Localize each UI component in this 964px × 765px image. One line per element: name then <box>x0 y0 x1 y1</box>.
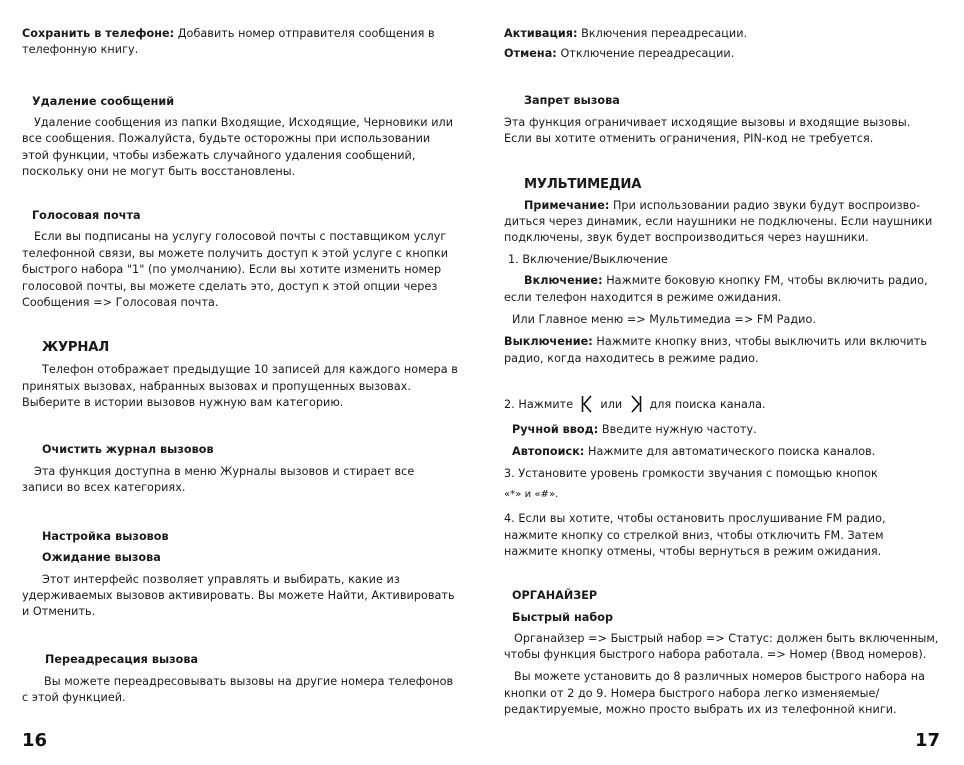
step-2-paragraph <box>504 395 940 418</box>
right-page <box>482 0 964 765</box>
note-text: При использовании радио звуки будут воспроизво-диться через динамик, если наушники не подключены. Если наушники подключены, звук будет воспроизводиться через наушники. <box>504 198 933 245</box>
radio-off-label: Выключение: <box>504 335 593 349</box>
seek-forward-icon <box>630 395 642 418</box>
seek-back-icon <box>581 395 593 418</box>
step-2-text-b: для поиска канала. <box>649 398 766 412</box>
auto-search-text: Нажмите для автоматического поиска каналов. <box>584 445 876 459</box>
cancel-text: Отключение переадресации. <box>556 47 735 61</box>
organizer-heading: ОРГАНАЙЗЕР <box>512 588 598 602</box>
call-waiting-subheading: Ожидание вызова <box>42 550 161 564</box>
save-to-phone-label: Сохранить в телефоне: <box>22 27 175 40</box>
activation-label: Активация: <box>504 27 578 40</box>
call-forwarding-heading: Переадресация вызова <box>45 652 199 666</box>
clear-log-text: Эта функция доступна в меню Журналы вызовов и стирает все записи во всех категориях. <box>22 464 415 495</box>
auto-search-label: Автопоиск: <box>512 445 585 459</box>
delete-messages-text: Удаление сообщения из папки Входящие, Исходящие, Черновики или все сообщения. Пожалуйста, будьте осторожны при использовании этой функции, чтобы избежать случайного удаления сообщений, поскольку они не могут быть восстановлены. <box>22 115 454 179</box>
cancel-label: Отмена: <box>504 47 557 61</box>
call-settings-heading: Настройка вызовов <box>42 529 169 543</box>
voicemail-text: Если вы подписаны на услугу голосовой почты с поставщиком услуг телефонной связи, вы можете получить доступ к этой услуге с кнопки быстрого набора "1" (по умолчанию). Если вы хотите изменить номер голосовой почты, вы можете сделать это, доступ к этой опции через Сообщения => Голосовая почта. <box>22 230 449 310</box>
manual-input-paragraph <box>504 422 940 438</box>
save-to-phone-paragraph <box>22 26 458 59</box>
clear-log-heading: Очистить журнал вызовов <box>42 442 214 456</box>
step-2-or: или <box>600 398 623 412</box>
manual-input-text: Введите нужную частоту. <box>598 422 757 436</box>
step-2-text-a: 2. Нажмите <box>504 398 574 412</box>
call-barring-heading: Запрет вызова <box>524 93 620 107</box>
radio-off-paragraph <box>504 334 940 367</box>
radio-on-paragraph <box>504 273 940 306</box>
speed-dial-text-1: Органайзер => Быстрый набор => Статус: должен быть включенным, чтобы функция быстрого набора работала. => Номер (Ввод номеров). <box>504 631 939 661</box>
journal-heading: ЖУРНАЛ <box>42 340 109 356</box>
step-3-text: 3. Установите уровень громкости звучания с помощью кнопок <box>504 466 878 480</box>
voicemail-heading: Голосовая почта <box>32 209 141 223</box>
manual-input-label: Ручной ввод: <box>512 422 599 436</box>
auto-search-paragraph <box>504 444 940 460</box>
multimedia-note <box>504 198 940 247</box>
step-1-text: 1. Включение/Выключение <box>508 252 668 266</box>
call-waiting-text: Этот интерфейс позволяет управлять и выбирать, какие из удерживаемых вызовов активировать. Вы можете Найти, Активировать и Отменить. <box>22 572 455 619</box>
cancel-paragraph <box>504 46 940 62</box>
radio-on-text: Нажмите боковую кнопку FM, чтобы включить радио, если телефон находится в режиме ожидания. <box>504 274 928 304</box>
activation-paragraph <box>504 26 940 42</box>
radio-on-label: Включение: <box>524 274 603 288</box>
step-4-text: 4. Если вы хотите, чтобы остановить прослушивание FM радио, нажмите кнопку со стрелкой вниз, чтобы отключить FM. Затем нажмите кнопку отмены, чтобы вернуться в режим ожидания. <box>504 512 886 559</box>
delete-messages-heading: Удаление сообщений <box>32 94 175 108</box>
radio-off-text: Нажмите кнопку вниз, чтобы выключить или включить радио, когда находитесь в режиме радио. <box>504 335 927 365</box>
or-main-menu-text: Или Главное меню => Мультимедиа => FM Радио. <box>512 313 816 327</box>
journal-text: Телефон отображает предыдущие 10 записей для каждого номера в принятых вызовах, набранных вызовах и пропущенных вызовах. Выберите в истории вызовов нужную вам категорию. <box>22 363 458 410</box>
call-barring-text: Эта функция ограничивает исходящие вызовы и входящие вызовы. Если вы хотите отменить ограничения, PIN-код не требуется. <box>504 115 911 146</box>
speed-dial-subheading: Быстрый набор <box>512 610 614 624</box>
call-forwarding-text: Вы можете переадресовывать вызовы на другие номера телефонов с этой функцией. <box>22 674 454 705</box>
page-number-right: 17 <box>914 730 940 751</box>
save-to-phone-text: Добавить номер отправителя сообщения в телефонную книгу. <box>22 27 435 57</box>
page-number-left: 16 <box>22 730 48 751</box>
note-label: Примечание: <box>524 198 610 212</box>
speed-dial-text-2: Вы можете установить до 8 различных номеров быстрого набора на кнопки от 2 до 9. Номера быстрого набора легко изменяемые/редактируемые, можно просто выбрать их из телефонной книги. <box>504 670 926 717</box>
activation-text: Включения переадресации. <box>577 27 748 40</box>
multimedia-heading: МУЛЬТИМЕДИА <box>524 176 642 192</box>
step-3-keys: «*» и «#». <box>504 488 559 500</box>
